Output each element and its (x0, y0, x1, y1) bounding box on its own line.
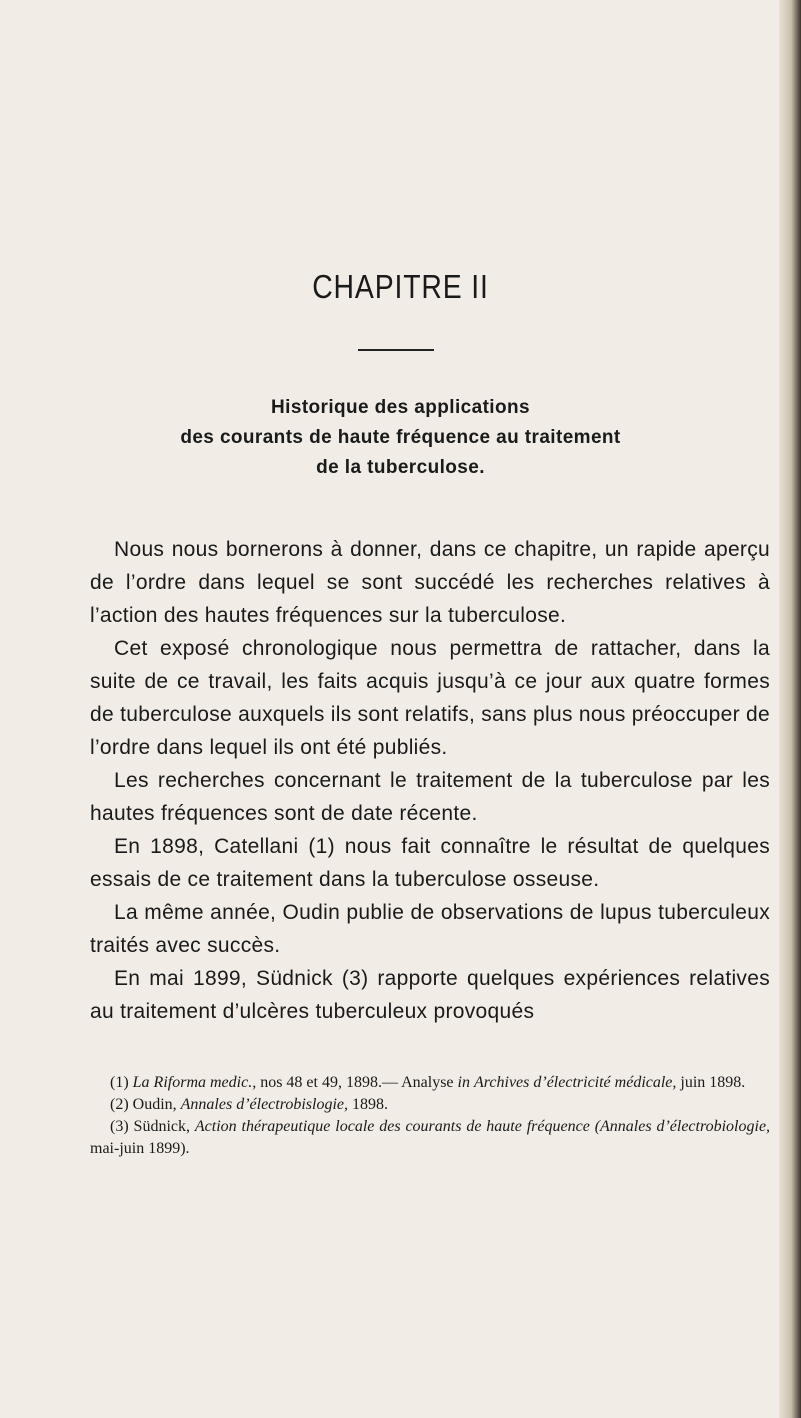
paragraph: Cet exposé chronologique nous permettra de rattacher, dans la suite de ce travail, les faits acquis jusqu’à ce jour aux quatre formes de tuberculose auxquels ils sont relatifs, sans plus nous préoccuper de l’ordre dans lequel ils ont été publiés. (90, 637, 770, 759)
footnote-work: Action thérapeutique locale des courants de haute fréquence (194, 1118, 590, 1135)
subtitle-line: de la tuberculose. (316, 457, 485, 478)
footnote-author: Südnick, (133, 1118, 190, 1135)
footnote-number: (1) (110, 1074, 129, 1091)
body-text (90, 533, 770, 1028)
footnote-detail: nos 48 et 49, 1898.— Analyse (260, 1074, 454, 1091)
paragraph: Nous nous bornerons à donner, dans ce chapitre, un rapide aperçu de l’ordre dans lequel se sont succédé les recherches relatives à l’action des hautes fréquences sur la tuberculose. (90, 538, 770, 627)
chapter-heading: CHAPITRE II (312, 268, 489, 305)
footnote-2 (90, 1094, 770, 1116)
footnote-number: (3) (110, 1118, 129, 1135)
footnote-date: juin 1898. (680, 1074, 746, 1091)
footnotes (90, 1072, 770, 1160)
subtitle-line: Historique des applications (271, 397, 530, 418)
footnote-date: mai-juin 1899). (90, 1140, 190, 1157)
footnote-1 (90, 1072, 770, 1094)
footnote-3 (90, 1116, 770, 1160)
footnote-number: (2) (110, 1096, 129, 1113)
paragraph: En mai 1899, Südnick (3) rapporte quelques expériences relatives au traitement d’ulcères tuberculeux provoqués (90, 967, 770, 1023)
book-page-edge (779, 0, 801, 1418)
heading-rule (358, 349, 434, 351)
footnote-author: Oudin, (132, 1096, 177, 1113)
footnote-in: in (457, 1074, 470, 1091)
footnote-journal: Archives d’électricité médicale, (473, 1074, 677, 1091)
chapter-subtitle (0, 393, 801, 483)
footnote-journal: (Annales d’électrobiologie, (594, 1118, 771, 1135)
footnote-work: La Riforma medic., (132, 1074, 257, 1091)
footnote-journal: Annales d’électrobislogie, (180, 1096, 349, 1113)
footnote-date: 1898. (352, 1096, 389, 1113)
paragraph: Les recherches concernant le traitement de la tuberculose par les hautes fréquences sont de date récente. (90, 769, 770, 825)
paragraph: En 1898, Catellani (1) nous fait connaître le résultat de quelques essais de ce traitement dans la tuberculose osseuse. (90, 835, 770, 891)
paragraph: La même année, Oudin publie de observations de lupus tuberculeux traités avec succès. (90, 901, 770, 957)
subtitle-line: des courants de haute fréquence au traitement (180, 427, 621, 448)
